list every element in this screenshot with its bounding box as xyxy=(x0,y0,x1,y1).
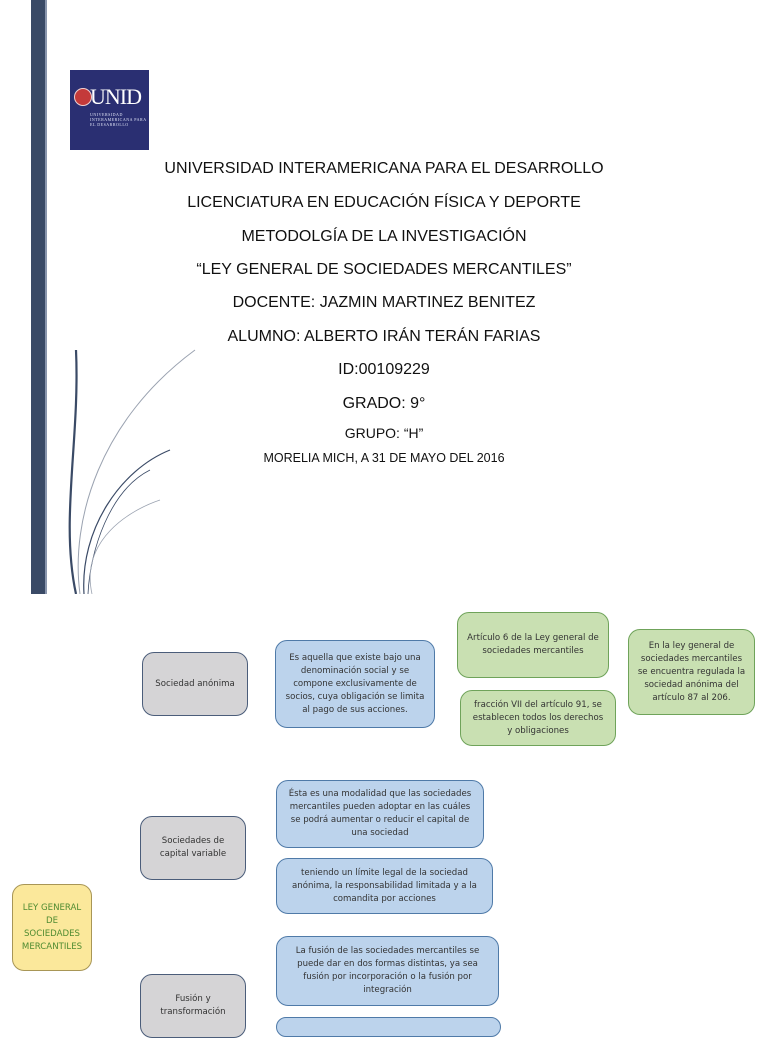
node-capital-variable: Sociedades de capital variable xyxy=(140,816,246,880)
student-id: ID:00109229 xyxy=(338,361,430,378)
degree-name: LICENCIATURA EN EDUCACIÓN FÍSICA Y DEPORTE xyxy=(187,194,581,211)
node-capital-variable-limite: teniendo un límite legal de la sociedad anónima, la responsabilidad limitada y a la comandita por acciones xyxy=(276,858,493,914)
node-articulo-6: Artículo 6 de la Ley general de sociedades mercantiles xyxy=(457,612,609,678)
university-name: UNIVERSIDAD INTERAMERICANA PARA EL DESARROLLO xyxy=(164,160,604,177)
document-title: “LEY GENERAL DE SOCIEDADES MERCANTILES” xyxy=(196,261,572,278)
group-line: GRUPO: “H” xyxy=(344,425,424,441)
node-fusion-transformacion: Fusión y transformación xyxy=(140,974,246,1038)
node-fusion-next xyxy=(276,1017,501,1037)
unid-logo xyxy=(70,70,149,150)
grade-line: GRADO: 9° xyxy=(342,395,426,412)
node-sociedad-anonima: Sociedad anónima xyxy=(142,652,248,716)
logo-word: UNID xyxy=(90,84,141,109)
node-fraccion-vii: fracción VII del artículo 91, se establecen todos los derechos y obligaciones xyxy=(460,690,616,746)
node-capital-variable-modalidad: Ésta es una modalidad que las sociedades mercantiles pueden adoptar en las cuáles se podrá aumentar o reducir el capital de una sociedad xyxy=(276,780,484,848)
student-line: ALUMNO: ALBERTO IRÁN TERÁN FARIAS xyxy=(227,328,541,345)
logo-subtitle: UNIVERSIDAD INTERAMERICANA PARA EL DESARROLLO xyxy=(90,112,147,127)
diagram-page xyxy=(0,594,768,1024)
node-regulacion-articulos: En la ley general de sociedades mercantiles se encuentra regulada la sociedad anónima del artículo 87 al 206. xyxy=(628,629,755,715)
node-fusion-formas: La fusión de las sociedades mercantiles se puede dar en dos formas distintas, ya sea fusión por incorporación o la fusión por integración xyxy=(276,936,499,1006)
date-line: MORELIA MICH, A 31 DE MAYO DEL 2016 xyxy=(263,451,505,465)
teacher-line: DOCENTE: JAZMIN MARTINEZ BENITEZ xyxy=(232,294,536,311)
course-name: METODOLGÍA DE LA INVESTIGACIÓN xyxy=(241,228,527,245)
node-root: LEY GENERAL DE SOCIEDADES MERCANTILES xyxy=(12,884,92,971)
node-sociedad-anonima-definition: Es aquella que existe bajo una denominación social y se compone exclusivamente de socios, cuya obligación se limita al pago de sus acciones. xyxy=(275,640,435,728)
